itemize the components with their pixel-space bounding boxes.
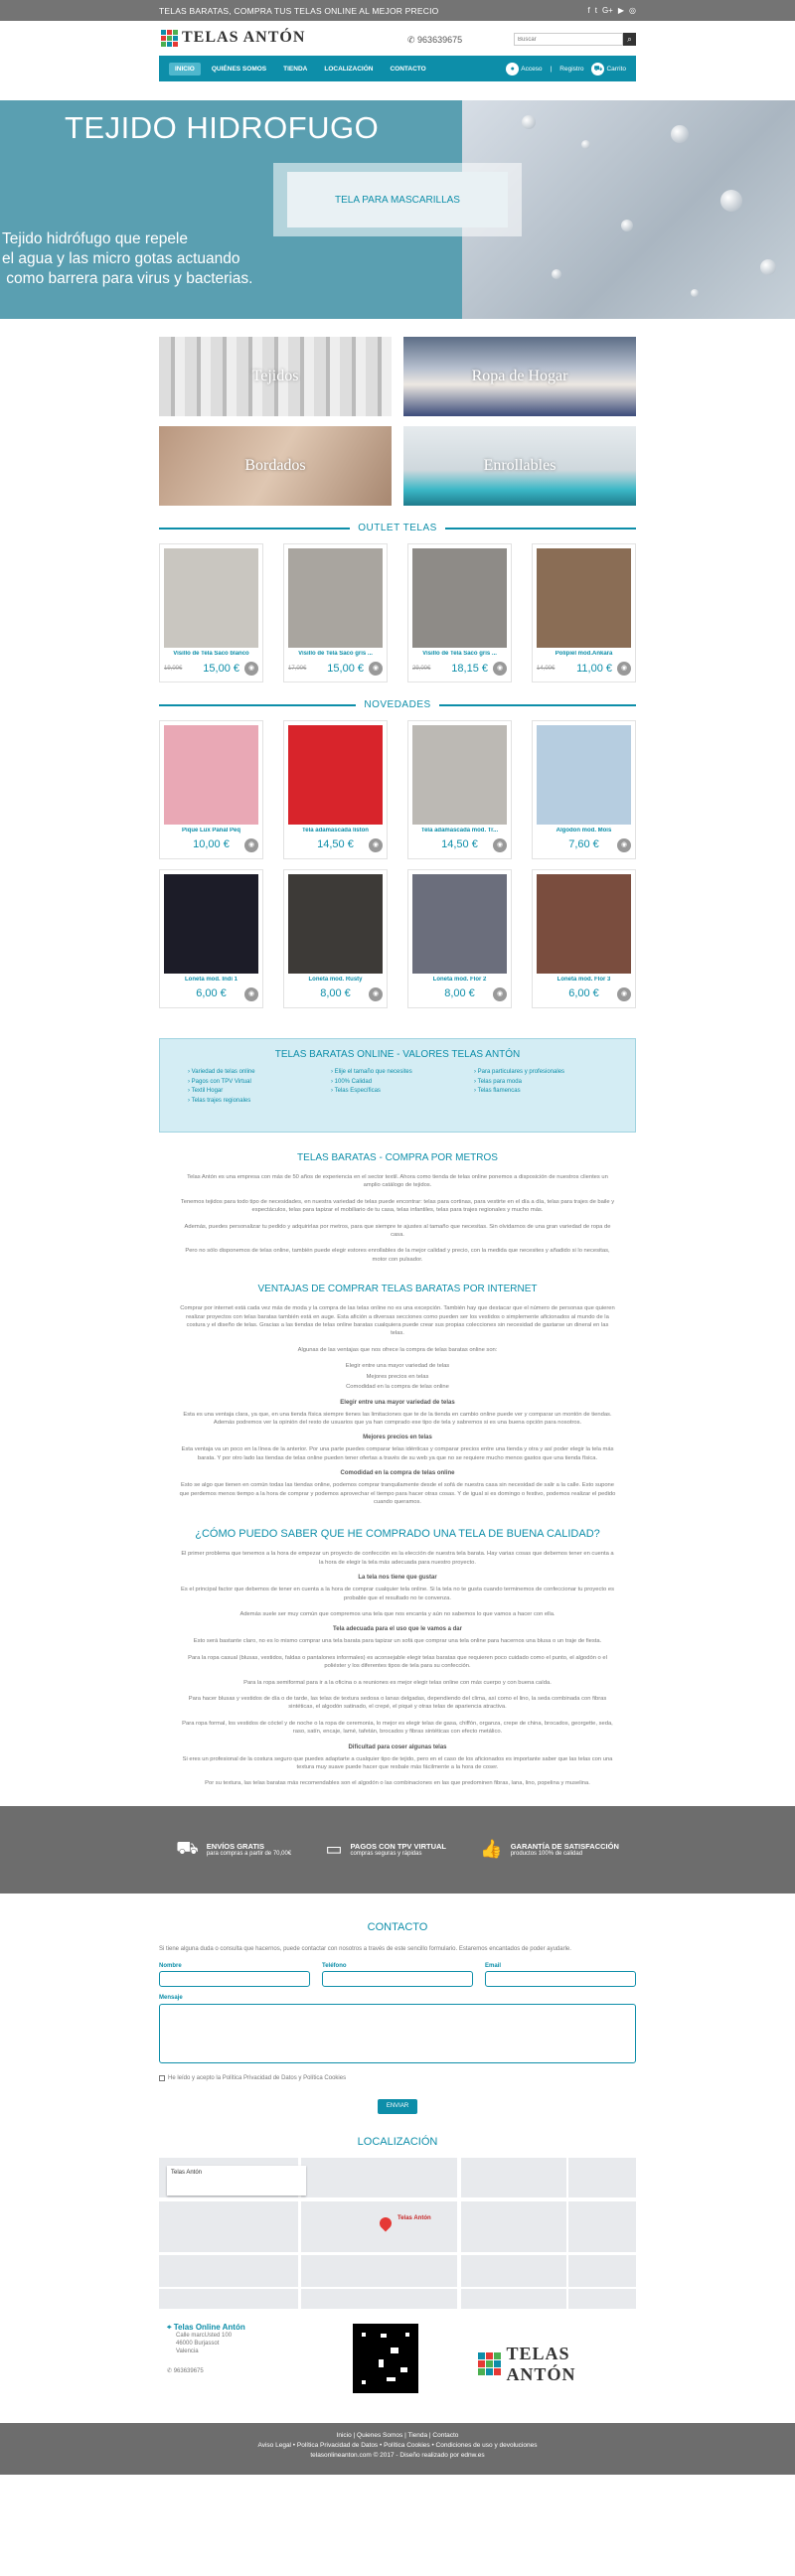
product-card[interactable] (532, 720, 636, 859)
address-line: Calle marcUsted 100 (176, 2332, 233, 2339)
product-name: Loneta mod. Flor 3 (556, 977, 611, 983)
article-paragraph: Para hacer blusas y vestidos de día o de tarde, las telas de textura sedosa o lanas delgadas, dependiendo del clima, así como el lino, la seda combinada con fibras sintéticas, el algodón satinado, el crepé, el piqué y otras telas de apariencia atractiva. (188, 1696, 607, 1711)
logo-text: TELAS ANTÓN (182, 29, 306, 46)
name-label: Nombre (159, 1962, 182, 1969)
header-phone[interactable]: ✆ 963639675 (407, 35, 463, 45)
article-paragraph: Es el principal factor que debemos de tener en cuenta a la hora de comprar cualquier tela online. Si la tela no te gusta cuando terminemos de confeccionar tu proyecto es probable que el resultado no te convenza. (181, 1587, 614, 1601)
footer-phone[interactable]: ✆ 963639675 (167, 2367, 204, 2374)
twitter-icon[interactable]: t (594, 6, 597, 15)
logo[interactable] (161, 29, 305, 47)
hero-title: TEJIDO HIDROFUGO (65, 110, 380, 145)
address-block (159, 2324, 349, 2375)
view-icon[interactable]: ◉ (244, 662, 258, 676)
article-paragraph: El primer problema que tenemos a la hora de empezar un proyecto de confección es la elección de nuestra tela barata. Hay varias cosas que debemos tener en cuenta a la hora de elegir la tela más adecuada para nuestro proyecto. (181, 1551, 614, 1566)
login-link[interactable]: ● Acceso (506, 63, 542, 76)
view-icon[interactable]: ◉ (369, 987, 383, 1001)
article-paragraph: Por su textura, las telas baratas más recomendables son el algodón o las combinaciones en las que predominen fibras, lana, lino, popelina y muselina. (205, 1780, 590, 1787)
product-image (288, 548, 383, 648)
price: 7,60 € (568, 838, 599, 850)
product-card[interactable] (283, 720, 388, 859)
nav-tienda[interactable]: TIENDA (283, 65, 308, 73)
feature-shipping: ⛟ ENVÍOS GRATIS para compras a partir de 70,00€ (176, 1838, 291, 1862)
product-image (537, 548, 631, 648)
hero-label-box (273, 163, 522, 236)
product-name: Visillo de Tela Saco blanco (173, 651, 249, 657)
view-icon[interactable]: ◉ (493, 662, 507, 676)
footer-links[interactable]: Inicio | Quienes Somos | Tienda | Contacto (336, 2431, 459, 2439)
phone-icon: ✆ (167, 2367, 174, 2374)
product-name: Loneta mod. Flor 2 (432, 977, 487, 983)
view-icon[interactable]: ◉ (369, 838, 383, 852)
qr-code (353, 2324, 419, 2393)
header (159, 21, 636, 100)
price: 11,00 € (576, 663, 612, 675)
features-bar (0, 1806, 795, 1894)
footer-info (159, 2324, 636, 2403)
hero-line: el agua y las micro gotas actuando (2, 250, 240, 267)
article-paragraph: Además, puedes personalizar tu pedido y adquirirlas por metros, para que siempre te ajustes al tamaño que necesitas. Sin olvidarnos de una gran variedad de ropa de casa. (184, 1223, 611, 1239)
article-paragraph: Esto se algo que tienen en común todas las tiendas online, podemos comprar tranquilamente desde el sofá de nuestra casa sin necesidad de salir a la calle. Esto supone que perdemos menos tiempo a la hora de comprar y podemos aprovechar el tiempo para hacer otras cosas. Y de igual si es domingo o festivo, podemos realizar el pedido cuando queramos. (179, 1482, 616, 1505)
view-icon[interactable]: ◉ (493, 838, 507, 852)
value-item: › Para particulares y profesionales (474, 1068, 607, 1078)
top-bar (0, 0, 795, 21)
product-image (537, 725, 631, 825)
search-icon[interactable]: ⌕ (623, 33, 636, 46)
nav-contacto[interactable]: CONTACTO (390, 65, 426, 73)
values-box (159, 1038, 636, 1133)
price: 15,00 € (327, 663, 364, 675)
product-image (288, 874, 383, 974)
value-item: › Variedad de telas online (188, 1068, 321, 1078)
article-paragraph: Para ropa formal, los vestidos de cóctel y de noche o la ropa de ceremonia, lo mejor es elegir telas de gasa, chiffón, organza, crepe de china, brocados, georgette, seda, raso, satín, encaje, lamé, tafetán, brocados y fibras sintéticas con efecto metálico. (182, 1720, 613, 1736)
value-item: › Elije el tamaño que necesites (331, 1068, 464, 1078)
price: 8,00 € (320, 987, 351, 999)
main-nav (159, 56, 636, 81)
product-image (537, 874, 631, 974)
nav-localizacion[interactable]: LOCALIZACIÓN (324, 65, 374, 73)
contact-intro: Si tiene alguna duda o consulta que hacernos, puede contactar con nosotros a través de este sencillo formulario. Estaremos encantados de poder ayudarle. (159, 1945, 571, 1952)
price: 8,00 € (444, 987, 475, 999)
product-name: Tela adamascada mod. Tr... (420, 828, 499, 833)
thumb-icon: 👍 (480, 1839, 503, 1860)
article-paragraph: Pero no sólo disponemos de telas online, también puede elegir estores enrollables de la mejor calidad y precio, con la medida que necesites y añadido si lo necesitas, motor con pulsador. (185, 1248, 610, 1263)
view-icon[interactable]: ◉ (244, 838, 258, 852)
legal-links[interactable]: Aviso Legal • Política Privacidad de Datos • Política Cookies • Condiciones de uso y devoluciones (257, 2441, 538, 2449)
privacy-label: He leído y acepto la Política Privacidad de Datos y Política Cookies (168, 2074, 347, 2081)
hero-line: como barrera para virus y bacterias. (2, 270, 253, 287)
article-subheading: Tela adecuada para el uso que le vamos a dar (333, 1626, 462, 1633)
contact-section (159, 1921, 636, 2114)
view-icon[interactable]: ◉ (493, 987, 507, 1001)
phone-label: Teléfono (322, 1962, 347, 1969)
message-input[interactable] (159, 2004, 636, 2063)
bottom-bar (0, 2423, 795, 2475)
view-icon[interactable]: ◉ (244, 987, 258, 1001)
category-label: Tejidos (251, 368, 299, 384)
novedades-products (159, 720, 636, 1008)
old-price: 14,00€ (537, 666, 556, 672)
article-heading: ¿CÓMO PUEDO SABER QUE HE COMPRADO UNA TELA DE BUENA CALIDAD? (195, 1528, 600, 1541)
view-icon[interactable]: ◉ (617, 662, 631, 676)
category-tejidos[interactable] (159, 337, 392, 416)
company-name: ⌖ Telas Online Antón (167, 2322, 245, 2332)
article-list-item: Elegir entre una mayor variedad de telas (345, 1363, 450, 1370)
product-image (412, 725, 507, 825)
category-bordados[interactable] (159, 426, 392, 506)
price: 6,00 € (196, 987, 227, 999)
product-image (164, 548, 258, 648)
hero-line: Tejido hidrófugo que repele (2, 230, 188, 247)
article-list-item: Comodidad en la compra de telas online (346, 1384, 449, 1391)
category-label: Bordados (244, 457, 306, 474)
article-paragraph: Para la ropa semiformal para ir a la oficina o a reuniones es mejor elegir telas online con más cuerpo y con buena caída. (243, 1679, 552, 1686)
logo-mark-icon (478, 2352, 501, 2375)
article-paragraph: Si eres un profesional de la costura seguro que puedes adaptarte a cualquier tipo de tejido, pero en el caso de los aficionados es importante saber que las telas con una textura muy suave puede hacer que resbale más fácilmente a la hora de coser. (182, 1755, 613, 1771)
price: 6,00 € (568, 987, 599, 999)
product-card[interactable] (283, 543, 388, 682)
feature-payment: ▭ PAGOS CON TPV VIRTUAL compras seguras y rápidas (325, 1839, 446, 1860)
price: 18,15 € (451, 663, 488, 675)
name-input[interactable] (159, 1971, 310, 1987)
instagram-icon[interactable]: ◎ (629, 6, 636, 15)
article-subheading: Comodidad en la compra de telas online (340, 1470, 455, 1477)
product-image (412, 874, 507, 974)
value-item: › Textil Hogar (188, 1087, 321, 1097)
article-heading: TELAS BARATAS - COMPRA POR METROS (297, 1152, 498, 1163)
old-price: 17,00€ (288, 666, 307, 672)
contact-title: CONTACTO (367, 1920, 428, 1933)
hero-label: TELA PARA MASCARILLAS (287, 172, 508, 227)
card-icon: ▭ (325, 1839, 343, 1860)
article (159, 1152, 636, 1788)
facebook-icon[interactable]: f (587, 6, 590, 15)
view-icon[interactable]: ◉ (617, 987, 631, 1001)
product-card[interactable] (159, 543, 263, 682)
novedades-heading: NOVEDADES (159, 699, 636, 710)
privacy-checkbox[interactable] (159, 2075, 165, 2081)
cart-icon: ⛟ (591, 63, 604, 76)
article-paragraph: Algunas de las ventajas que nos ofrece la compra de telas baratas online son: (297, 1346, 498, 1353)
article-subheading: La tela nos tiene que gustar (358, 1575, 437, 1582)
product-card[interactable] (407, 543, 512, 682)
product-name: Loneta mod. Rusty (308, 977, 363, 983)
article-subheading: Elegir entre una mayor variedad de telas (340, 1399, 455, 1406)
article-paragraph: Esto será bastante claro, no es lo mismo comprar una tela barata para tapizar un sofá que comprar una tela online para hacernos una blusa o un traje de fiesta. (193, 1638, 602, 1645)
category-enrollables[interactable] (403, 426, 636, 506)
email-label: Email (485, 1962, 502, 1969)
product-card[interactable] (159, 869, 263, 1008)
article-paragraph: Además suele ser muy común que compremos una tela que nos encanta y aún no sabemos lo que vamos a hacer con ella. (239, 1610, 556, 1617)
price: 14,50 € (317, 838, 354, 850)
nav-inicio[interactable]: INICIO (169, 63, 201, 76)
article-list-item: Mejores precios en telas (366, 1373, 429, 1380)
product-image (164, 874, 258, 974)
category-grid (159, 337, 636, 506)
truck-icon: ⛟ (176, 1837, 199, 1858)
hero-text (2, 229, 252, 289)
outlet-heading: OUTLET TELAS (159, 523, 636, 533)
search-input[interactable] (514, 33, 623, 46)
map-info-card[interactable]: Telas Antón (167, 2166, 306, 2196)
location-section (159, 2136, 636, 2309)
value-item: › Telas flamencas (474, 1087, 607, 1097)
logo-text: TELAS ANTÓN (506, 2343, 576, 2384)
social-links (587, 6, 636, 15)
register-link[interactable]: Registro (559, 65, 584, 73)
value-item: › Pagos con TPV Virtual (188, 1078, 321, 1088)
article-paragraph: Telas Antón es una empresa con más de 50 años de experiencia en el sector textil. Ahora como tienda de telas online ponemos a disposición de nuestros clientes un amplio catálogo de tejidos. (187, 1174, 608, 1189)
product-card[interactable] (532, 543, 636, 682)
price: 14,50 € (441, 838, 478, 850)
product-name: Loneta mod. Indi 1 (184, 977, 238, 983)
phone-input[interactable] (322, 1971, 473, 1987)
value-item: › Telas para moda (474, 1078, 607, 1088)
old-price: 29,00€ (412, 666, 431, 672)
address-line: 46000 Burjassot (176, 2340, 220, 2347)
search-box (514, 33, 636, 46)
product-image (164, 725, 258, 825)
product-name: Tela adamascada liston (302, 828, 369, 833)
value-item: › Telas trajes regionales (188, 1097, 321, 1107)
tagline: TELAS BARATAS, COMPRA TUS TELAS ONLINE AL MEJOR PRECIO (159, 5, 439, 16)
category-label: Enrollables (483, 457, 556, 474)
article-paragraph: Esta es una ventaja clara, ya que, en una tienda física siempre tienes las limitaciones que te de la tienda en cambio online puede ver y comparar un montón de tiendas. Además podremos ver la opinión del resto de usuarios que ya han comprado ese tipo de tela y sabremos si es una buena opción para nosotros. (183, 1411, 612, 1426)
price: 15,00 € (203, 663, 239, 675)
product-name: Visillo de Tela Saco gris ... (422, 651, 497, 657)
category-ropa-hogar[interactable] (403, 337, 636, 416)
logo-mark-icon (161, 30, 178, 47)
hero-banner[interactable] (0, 100, 795, 319)
feature-guarantee: 👍 GARANTÍA DE SATISFACCIÓN productos 100% de calidad (480, 1839, 619, 1860)
phone-number: 963639675 (417, 35, 463, 45)
article-subheading: Dificultad para coser algunas telas (348, 1743, 447, 1750)
map-pin-icon[interactable] (378, 2214, 395, 2231)
map[interactable] (159, 2158, 636, 2309)
article-paragraph: Tenemos tejidos para todo tipo de necesidades, en nuestra variedad de telas puede encontrar: telas para cortinas, para vestirte en el día a día, telas para trajes de baile y espectáculos, telas para tapizar el mobiliario de tu casa, telas infantiles, telas para trajes regionales y mucho más. (180, 1198, 615, 1214)
google-plus-icon[interactable]: G+ (601, 6, 613, 15)
address-line: Valencia (176, 2348, 199, 2354)
value-item: › 100% Calidad (331, 1078, 464, 1088)
view-icon[interactable]: ◉ (369, 662, 383, 676)
copyright: telasonlineanton.com © 2017 - Diseño realizado por ednw.es (310, 2451, 485, 2459)
product-name: Pique Lux Panal Peq (181, 828, 240, 833)
product-name: Visillo de Tela Saco gris ... (298, 651, 373, 657)
view-icon[interactable]: ◉ (617, 838, 631, 852)
article-heading: VENTAJAS DE COMPRAR TELAS BARATAS POR INTERNET (257, 1284, 538, 1295)
nav-quienes-somos[interactable]: QUIÉNES SOMOS (211, 65, 267, 73)
product-card[interactable] (532, 869, 636, 1008)
old-price: 19,00€ (164, 666, 183, 672)
article-paragraph: Esta ventaja va un poco en la línea de la anterior. Por una parte puedes comparar telas idénticas y comparar precios entre una tienda y otra y así poder elegir la tela más barata. Y por otro lado las tiendas de telas online pueden tener ofertas a través de su web ya que no se requiere mucho menos gastos que una tienda física. (181, 1446, 614, 1461)
product-image (412, 548, 507, 648)
send-button[interactable]: ENVIAR (378, 2099, 417, 2114)
article-paragraph: Para la ropa casual (blusas, vestidos, faldas o pantalones informales) es aconsejable elegir telas baratas que requieren poco cuidado como el punto, el algodón o el poliéster y los diferentes tipos de tela para su confección. (188, 1654, 607, 1670)
location-icon: ⌖ (167, 2322, 174, 2332)
message-label: Mensaje (159, 1994, 183, 2001)
product-card[interactable] (407, 869, 512, 1008)
email-input[interactable] (485, 1971, 636, 1987)
product-image (288, 725, 383, 825)
article-subheading: Mejores precios en telas (363, 1435, 432, 1441)
youtube-icon[interactable]: ▶ (617, 6, 625, 15)
footer-logo[interactable] (478, 2344, 636, 2385)
product-card[interactable] (283, 869, 388, 1008)
map-pin-label: Telas Antón (398, 2214, 431, 2221)
product-card[interactable] (407, 720, 512, 859)
price: 10,00 € (193, 838, 230, 850)
category-label: Ropa de Hogar (471, 368, 568, 384)
separator: | (550, 65, 553, 73)
product-name: Algodon mod. Mois (556, 828, 612, 833)
values-title: TELAS BARATAS ONLINE - VALORES TELAS ANTÓN (274, 1049, 521, 1060)
product-card[interactable] (159, 720, 263, 859)
value-item: › Telas Específicas (331, 1087, 464, 1097)
outlet-products (159, 543, 636, 682)
user-icon: ● (506, 63, 519, 76)
article-paragraph: Comprar por internet está cada vez más de moda y la compra de las telas online no es una excepción. También hay que destacar que el número de personas que quieren realizar proyectos con telas baratas también está en auge. Esta afición a diversas secciones como pueden ser los vestidos o simplemente aficionados al mundo de la costura y el diseño de telas. Gracias a las tiendas de telas online baratas cualquiera puede crear sus propias colecciones sin necesidad de gastarse un dineral en las telas. (180, 1305, 615, 1337)
location-title: LOCALIZACIÓN (357, 2135, 438, 2148)
product-name: Polipiel mod.Ankara (555, 651, 613, 657)
cart-link[interactable]: ⛟ Carrito (591, 63, 626, 76)
